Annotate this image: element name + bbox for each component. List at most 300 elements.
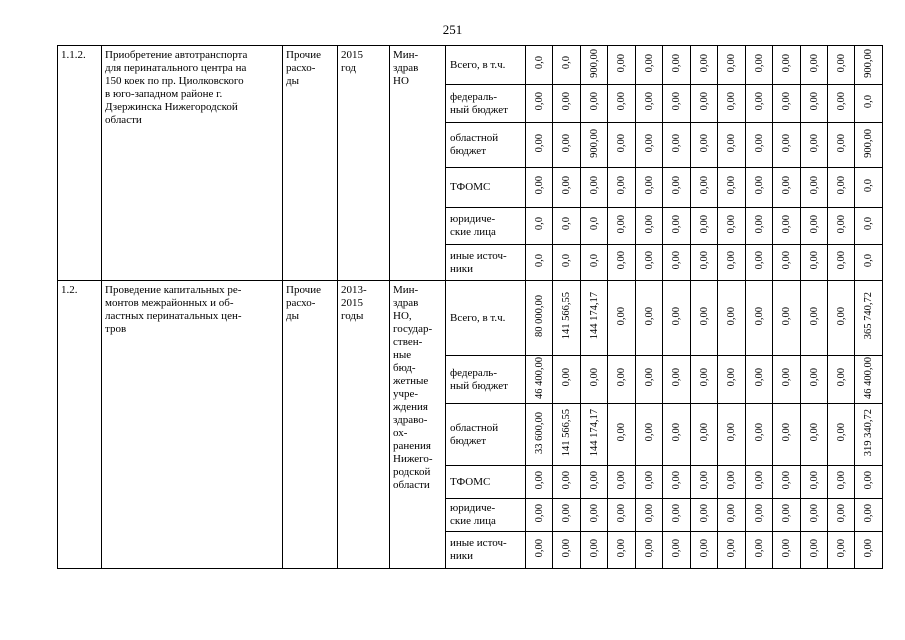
value-text: 0,00	[808, 423, 820, 442]
value-cell	[801, 208, 828, 245]
value-cell	[773, 208, 801, 245]
value-cell	[608, 532, 636, 569]
row-executor: Мин- здрав НО, государ- ствен- ные бюд- жетные учре- ждения здраво- ох- ранения Нижего- родской области	[390, 281, 446, 569]
value-cell	[855, 532, 883, 569]
value-cell	[718, 404, 746, 466]
value-cell	[828, 532, 855, 569]
value-text: 0,00	[863, 503, 874, 523]
funding-source: федераль- ный бюджет	[446, 356, 526, 404]
value-cell	[773, 123, 801, 168]
row-expense-type: Прочие расхо- ды	[283, 281, 338, 569]
value-text: 0,00	[835, 92, 847, 111]
value-text: 0,00	[835, 503, 847, 523]
value-cell	[828, 404, 855, 466]
value-text: 0,00	[835, 214, 847, 234]
value-text: 0,00	[698, 503, 710, 523]
value-text: 0,00	[533, 92, 545, 111]
value-text: 0,00	[698, 538, 710, 558]
value-text: 0,00	[561, 470, 572, 490]
value-cell	[773, 404, 801, 466]
value-cell	[773, 168, 801, 208]
value-text: 0,00	[698, 53, 710, 73]
value-cell	[581, 168, 608, 208]
value-text: 0,00	[533, 470, 545, 490]
value-cell	[526, 123, 553, 168]
value-text: 0,00	[588, 470, 600, 490]
value-text: 0,00	[643, 423, 655, 442]
value-cell	[691, 123, 718, 168]
value-text: 0,00	[753, 133, 765, 153]
value-cell	[855, 123, 883, 168]
value-cell	[691, 466, 718, 499]
value-text: 0,00	[726, 470, 737, 490]
value-text: 0,00	[616, 214, 627, 234]
value-cell	[855, 281, 883, 356]
value-text: 0,00	[835, 368, 847, 387]
value-cell	[553, 281, 581, 356]
value-text: 0,00	[671, 306, 682, 326]
value-text: 0,0	[863, 253, 874, 268]
value-cell	[636, 245, 663, 281]
value-text: 0,00	[671, 251, 682, 270]
value-text: 0,00	[781, 538, 792, 558]
value-cell	[718, 356, 746, 404]
value-text: 0,00	[808, 368, 820, 387]
value-cell	[553, 46, 581, 85]
value-cell	[718, 499, 746, 532]
value-cell	[663, 168, 691, 208]
value-cell	[581, 356, 608, 404]
value-cell	[691, 208, 718, 245]
value-cell	[855, 466, 883, 499]
value-text: 0,00	[643, 251, 655, 270]
value-cell	[828, 499, 855, 532]
value-text: 0,00	[533, 503, 545, 523]
value-text: 0,00	[616, 251, 627, 270]
value-text: 365 740,72	[863, 292, 874, 340]
table-row	[58, 46, 883, 85]
value-cell	[526, 532, 553, 569]
value-cell	[691, 499, 718, 532]
funding-source: федераль- ный бюджет	[446, 85, 526, 123]
value-cell	[718, 123, 746, 168]
value-text: 0,00	[781, 306, 792, 326]
value-text: 0,00	[808, 538, 820, 558]
value-cell	[581, 208, 608, 245]
value-text: 0,00	[781, 92, 792, 111]
value-text: 0,00	[835, 251, 847, 270]
value-cell	[746, 245, 773, 281]
value-text: 0,00	[671, 368, 682, 387]
value-cell	[663, 245, 691, 281]
value-text: 0,00	[616, 133, 627, 153]
funding-source: юридиче- ские лица	[446, 208, 526, 245]
value-text: 0,0	[561, 253, 572, 268]
value-cell	[828, 168, 855, 208]
value-cell	[526, 208, 553, 245]
value-cell	[801, 466, 828, 499]
value-text: 0,0	[863, 178, 874, 193]
value-text: 0,00	[698, 214, 710, 234]
value-text: 46 400,00	[533, 356, 545, 399]
value-text: 0,00	[616, 423, 627, 442]
value-text: 0,00	[808, 92, 820, 111]
value-cell	[691, 404, 718, 466]
value-text: 0,00	[753, 251, 765, 270]
funding-source: ТФОМС	[446, 466, 526, 499]
value-cell	[663, 46, 691, 85]
value-cell	[526, 281, 553, 356]
value-cell	[608, 245, 636, 281]
value-text: 0,00	[643, 53, 655, 73]
value-text: 0,00	[753, 503, 765, 523]
value-cell	[801, 356, 828, 404]
value-text: 0,00	[671, 214, 682, 234]
value-cell	[828, 466, 855, 499]
value-cell	[636, 404, 663, 466]
value-text: 33 600,00	[533, 411, 545, 454]
value-text: 0,00	[781, 503, 792, 523]
funding-source: иные источ- ники	[446, 532, 526, 569]
value-text: 0,0	[533, 56, 545, 70]
value-cell	[553, 123, 581, 168]
value-text: 0,00	[808, 133, 820, 153]
table-row	[58, 281, 883, 356]
value-text: 0,00	[781, 470, 792, 490]
value-cell	[553, 466, 581, 499]
value-text: 0,00	[698, 176, 710, 195]
value-cell	[746, 532, 773, 569]
value-cell	[581, 532, 608, 569]
value-text: 0,00	[643, 368, 655, 387]
value-text: 0,00	[561, 133, 572, 153]
value-cell	[746, 404, 773, 466]
value-cell	[801, 404, 828, 466]
funding-source: иные источ- ники	[446, 245, 526, 281]
value-cell	[663, 499, 691, 532]
value-cell	[828, 281, 855, 356]
value-cell	[718, 168, 746, 208]
value-text: 0,00	[753, 53, 765, 73]
value-text: 0,0	[863, 217, 874, 231]
value-text: 0,00	[671, 53, 682, 73]
value-cell	[718, 245, 746, 281]
value-cell	[691, 245, 718, 281]
value-cell	[718, 281, 746, 356]
funding-source: областной бюджет	[446, 123, 526, 168]
value-text: 0,0	[588, 253, 600, 268]
value-cell	[581, 404, 608, 466]
value-cell	[663, 532, 691, 569]
value-text: 0,00	[643, 92, 655, 111]
value-text: 0,00	[561, 92, 572, 111]
value-cell	[773, 245, 801, 281]
value-cell	[691, 356, 718, 404]
funding-source: юридиче- ские лица	[446, 499, 526, 532]
value-text: 0,00	[671, 133, 682, 153]
funding-source: ТФОМС	[446, 168, 526, 208]
value-text: 0,0	[561, 56, 572, 70]
value-text: 0,0	[533, 253, 545, 268]
value-cell	[718, 85, 746, 123]
value-cell	[855, 356, 883, 404]
value-cell	[553, 245, 581, 281]
value-text: 0,00	[808, 306, 820, 326]
value-text: 0,00	[808, 470, 820, 490]
value-text: 0,00	[698, 92, 710, 111]
value-cell	[553, 168, 581, 208]
value-cell	[855, 499, 883, 532]
value-cell	[636, 123, 663, 168]
value-cell	[526, 404, 553, 466]
value-cell	[663, 404, 691, 466]
value-text: 0,00	[863, 470, 874, 490]
value-text: 0,00	[726, 176, 737, 195]
value-cell	[746, 208, 773, 245]
value-cell	[553, 499, 581, 532]
value-text: 0,00	[808, 53, 820, 73]
value-cell	[801, 85, 828, 123]
value-cell	[718, 466, 746, 499]
value-text: 0,00	[781, 53, 792, 73]
value-cell	[608, 85, 636, 123]
page-number: 251	[442, 22, 463, 37]
value-cell	[581, 46, 608, 85]
value-text: 0,00	[781, 423, 792, 442]
value-cell	[526, 168, 553, 208]
value-cell	[581, 245, 608, 281]
value-text: 0,00	[753, 538, 765, 558]
value-text: 0,00	[643, 176, 655, 195]
value-text: 0,00	[726, 92, 737, 111]
value-cell	[801, 123, 828, 168]
value-cell	[773, 532, 801, 569]
value-text: 0,00	[808, 176, 820, 195]
value-text: 0,00	[835, 176, 847, 195]
value-cell	[773, 466, 801, 499]
value-text: 900,00	[863, 128, 874, 158]
value-cell	[526, 46, 553, 85]
value-cell	[773, 499, 801, 532]
value-cell	[801, 168, 828, 208]
value-cell	[608, 356, 636, 404]
value-text: 0,00	[561, 176, 572, 195]
value-cell	[636, 85, 663, 123]
value-text: 0,00	[726, 423, 737, 442]
value-cell	[746, 466, 773, 499]
value-text: 0,00	[726, 251, 737, 270]
value-cell	[691, 46, 718, 85]
value-cell	[581, 85, 608, 123]
value-cell	[746, 123, 773, 168]
value-text: 0,00	[616, 53, 627, 73]
value-text: 0,00	[616, 470, 627, 490]
value-cell	[553, 404, 581, 466]
value-text: 0,00	[726, 368, 737, 387]
value-cell	[636, 466, 663, 499]
value-cell	[691, 532, 718, 569]
row-code: 1.1.2.	[58, 46, 102, 281]
value-cell	[636, 208, 663, 245]
value-cell	[855, 168, 883, 208]
value-text: 0,00	[533, 133, 545, 153]
value-text: 0,00	[835, 53, 847, 73]
value-text: 0,00	[533, 538, 545, 558]
value-text: 0,00	[726, 538, 737, 558]
value-text: 0,00	[863, 538, 874, 558]
value-cell	[746, 46, 773, 85]
value-text: 900,00	[863, 48, 874, 78]
value-text: 0,00	[726, 503, 737, 523]
value-cell	[746, 168, 773, 208]
value-text: 0,00	[561, 538, 572, 558]
value-text: 0,00	[781, 368, 792, 387]
value-cell	[553, 356, 581, 404]
row-name: Проведение капитальных ре- монтов межрайонных и об- ластных перинатальных цен- тров	[102, 281, 283, 569]
value-text: 0,00	[698, 133, 710, 153]
value-text: 0,00	[698, 251, 710, 270]
value-cell	[663, 356, 691, 404]
value-text: 0,00	[835, 538, 847, 558]
funding-source: областной бюджет	[446, 404, 526, 466]
value-cell	[581, 281, 608, 356]
value-text: 0,00	[808, 214, 820, 234]
value-cell	[828, 85, 855, 123]
value-text: 0,00	[671, 92, 682, 111]
value-text: 0,00	[698, 470, 710, 490]
value-text: 0,00	[588, 176, 600, 195]
value-cell	[801, 46, 828, 85]
value-text: 900,00	[588, 128, 600, 158]
value-text: 0,00	[726, 214, 737, 234]
value-text: 0,00	[835, 133, 847, 153]
value-text: 0,00	[616, 368, 627, 387]
value-text: 0,00	[781, 133, 792, 153]
value-cell	[746, 85, 773, 123]
value-cell	[855, 208, 883, 245]
value-text: 0,00	[616, 538, 627, 558]
value-cell	[746, 499, 773, 532]
value-cell	[608, 168, 636, 208]
value-text: 0,00	[753, 214, 765, 234]
value-cell	[773, 46, 801, 85]
budget-table	[57, 45, 883, 569]
value-text: 0,0	[561, 217, 572, 231]
value-cell	[663, 466, 691, 499]
value-cell	[718, 208, 746, 245]
value-cell	[773, 281, 801, 356]
value-cell	[608, 404, 636, 466]
value-text: 0,00	[643, 133, 655, 153]
value-text: 900,00	[588, 48, 600, 78]
value-text: 144 174,17	[588, 408, 600, 457]
value-text: 0,00	[808, 251, 820, 270]
value-cell	[553, 532, 581, 569]
value-text: 0,00	[753, 368, 765, 387]
value-text: 0,00	[643, 470, 655, 490]
value-text: 0,00	[561, 368, 572, 387]
value-text: 0,00	[698, 368, 710, 387]
value-text: 0,00	[616, 176, 627, 195]
value-cell	[636, 281, 663, 356]
value-cell	[608, 208, 636, 245]
value-cell	[691, 281, 718, 356]
value-text: 0,00	[671, 538, 682, 558]
value-cell	[691, 168, 718, 208]
value-cell	[608, 281, 636, 356]
value-cell	[746, 356, 773, 404]
value-cell	[691, 85, 718, 123]
value-cell	[801, 245, 828, 281]
value-text: 46 400,00	[863, 356, 874, 399]
value-cell	[636, 168, 663, 208]
value-cell	[608, 123, 636, 168]
value-text: 141 566,55	[561, 292, 572, 340]
value-text: 0,0	[588, 217, 600, 231]
value-cell	[581, 466, 608, 499]
value-text: 0,00	[671, 470, 682, 490]
value-cell	[608, 46, 636, 85]
value-cell	[553, 85, 581, 123]
value-cell	[636, 532, 663, 569]
value-cell	[855, 245, 883, 281]
value-cell	[746, 281, 773, 356]
value-text: 0,00	[588, 92, 600, 111]
value-text: 0,00	[726, 53, 737, 73]
row-code: 1.2.	[58, 281, 102, 569]
value-text: 80 000,00	[533, 295, 545, 337]
value-text: 0,00	[698, 306, 710, 326]
value-cell	[636, 46, 663, 85]
value-text: 0,00	[698, 423, 710, 442]
value-cell	[526, 466, 553, 499]
value-text: 0,00	[533, 176, 545, 195]
value-cell	[801, 281, 828, 356]
value-cell	[663, 208, 691, 245]
value-cell	[608, 466, 636, 499]
value-cell	[773, 85, 801, 123]
value-cell	[526, 356, 553, 404]
value-cell	[828, 208, 855, 245]
value-text: 319 340,72	[863, 408, 874, 457]
value-cell	[526, 499, 553, 532]
value-cell	[663, 85, 691, 123]
value-cell	[553, 208, 581, 245]
value-text: 144 174,17	[588, 292, 600, 340]
row-period: 2015 год	[338, 46, 390, 281]
value-cell	[855, 85, 883, 123]
row-expense-type: Прочие расхо- ды	[283, 46, 338, 281]
value-cell	[663, 123, 691, 168]
value-cell	[663, 281, 691, 356]
value-text: 0,00	[753, 470, 765, 490]
value-text: 0,00	[753, 176, 765, 195]
value-text: 0,00	[835, 423, 847, 442]
value-text: 0,00	[781, 176, 792, 195]
value-text: 0,00	[561, 503, 572, 523]
funding-source: Всего, в т.ч.	[446, 46, 526, 85]
value-cell	[608, 499, 636, 532]
value-text: 0,00	[588, 368, 600, 387]
value-text: 0,00	[781, 251, 792, 270]
value-cell	[718, 532, 746, 569]
value-text: 0,00	[588, 503, 600, 523]
value-text: 0,00	[643, 306, 655, 326]
value-cell	[855, 404, 883, 466]
row-executor: Мин- здрав НО	[390, 46, 446, 281]
value-text: 0,00	[726, 133, 737, 153]
value-cell	[773, 356, 801, 404]
